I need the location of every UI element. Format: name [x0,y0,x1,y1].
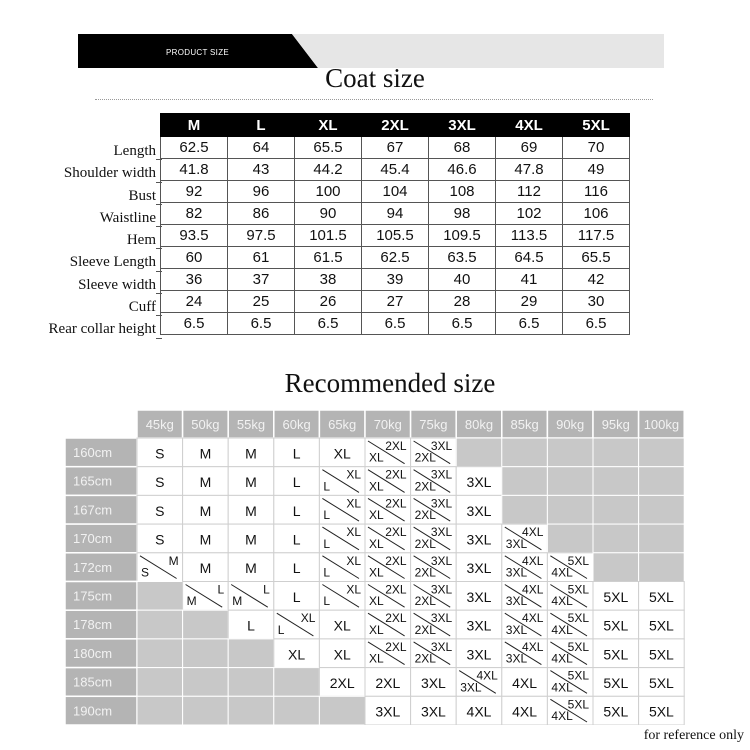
measurement-cell: 44.2 [295,159,362,181]
size-label: M [245,445,257,462]
size-label-upper: L [217,582,225,597]
measurement-cell: 116 [563,181,630,203]
height-header: 175cm [73,588,113,604]
empty-cell [547,524,593,553]
size-header: 3XL [429,114,496,137]
size-label-lower: 3XL [505,622,528,637]
size-label: M [199,445,212,462]
size-label: XL [333,445,351,462]
size-label-lower: 4XL [551,709,573,723]
empty-cell [137,668,183,697]
empty-cell [228,639,274,668]
size-label: 3XL [375,703,401,720]
measurement-cell: 61.5 [295,247,362,269]
empty-cell [593,553,639,582]
size-label-lower: XL [369,622,384,637]
measurement-cell: 67 [362,137,429,159]
measurement-cell: 65.5 [295,137,362,159]
size-label: 3XL [466,617,492,634]
measurement-cell: 6.5 [496,313,563,335]
size-label-upper: XL [346,582,361,597]
size-label-upper: 4XL [476,668,498,683]
size-label: 3XL [420,703,446,720]
measurement-cell: 68 [429,137,496,159]
size-label-upper: 3XL [430,639,453,654]
measurement-cell: 6.5 [295,313,362,335]
coat-size-table [160,113,630,335]
measurement-cell: 109.5 [429,225,496,247]
empty-cell [137,582,183,611]
size-label: XL [288,646,306,663]
size-label-lower: XL [369,651,384,666]
measurement-cell: 6.5 [429,313,496,335]
size-label-lower: S [141,565,150,580]
size-header: M [161,114,228,137]
measurement-cell: 62.5 [161,137,228,159]
measurement-label: Length [49,140,156,162]
empty-cell [547,467,593,496]
size-label-lower: 2XL [414,565,436,580]
measurement-cell: 46.6 [429,159,496,181]
empty-cell [639,467,685,496]
measurement-cell: 113.5 [496,225,563,247]
size-header: L [228,114,295,137]
size-label-upper: 5XL [567,582,589,597]
height-header: 180cm [73,645,113,661]
measurement-cell: 49 [563,159,630,181]
measurement-label: Cuff [49,296,156,318]
empty-cell [228,696,274,725]
size-label-lower: M [232,594,243,609]
size-label-upper: 4XL [522,553,544,568]
weight-header: 60kg [282,417,311,432]
size-label-lower: XL [369,450,384,465]
weight-header: 45kg [145,417,174,432]
coat-size-row [161,181,630,203]
empty-cell [502,495,548,524]
measurement-cell: 96 [228,181,295,203]
empty-cell [639,495,685,524]
empty-cell [183,639,229,668]
size-label: 5XL [603,674,629,691]
measurement-cell: 45.4 [362,159,429,181]
height-header: 167cm [73,502,113,518]
height-header: 185cm [73,674,113,690]
measurement-cell: 104 [362,181,429,203]
size-label-upper: XL [346,553,361,568]
measurement-cell: 43 [228,159,295,181]
size-label-lower: 4XL [551,651,573,666]
size-label-lower: 4XL [551,594,573,609]
size-label-upper: 2XL [385,639,407,654]
size-label-upper: 4XL [522,639,544,654]
size-label-lower: 2XL [414,450,436,465]
measurement-cell: 90 [295,203,362,225]
weight-header: 70kg [373,417,402,432]
coat-size-row [161,247,630,269]
empty-cell [274,668,320,697]
size-label-upper: 2XL [385,553,407,568]
measurement-cell: 60 [161,247,228,269]
coat-size-header-row [161,114,630,137]
measurement-cell: 30 [563,291,630,313]
measurement-cell: 6.5 [161,313,228,335]
size-label-upper: 2XL [385,467,407,482]
size-label-lower: 4XL [551,622,573,637]
size-label: 5XL [603,588,629,605]
height-header: 170cm [73,531,113,547]
size-label: 3XL [466,502,492,519]
empty-cell [639,524,685,553]
measurement-cell: 27 [362,291,429,313]
measurement-cell: 28 [429,291,496,313]
weight-header: 55kg [236,417,266,432]
empty-cell [456,438,502,467]
size-label: 5XL [648,646,674,663]
size-label: M [199,531,212,548]
coat-size-row [161,313,630,335]
measurement-cell: 6.5 [362,313,429,335]
empty-cell [137,610,183,639]
size-label-lower: 3XL [505,536,528,551]
measurement-cell: 63.5 [429,247,496,269]
size-header: 2XL [362,114,429,137]
recommended-size-title: Recommended size [284,368,496,398]
measurement-cell: 106 [563,203,630,225]
measurement-cell: 41 [496,269,563,291]
measurement-label: Bust [49,185,156,207]
measurement-cell: 97.5 [228,225,295,247]
banner-label: PRODUCT SIZE [166,48,230,57]
size-label: 2XL [375,674,401,691]
size-label: 3XL [466,531,492,548]
coat-size-row [161,225,630,247]
empty-cell [137,639,183,668]
measurement-cell: 94 [362,203,429,225]
size-label: L [292,502,301,519]
size-label-lower: L [323,479,331,494]
size-label-lower: 3XL [505,594,528,609]
size-label-upper: 2XL [385,496,407,511]
height-header: 178cm [73,617,113,633]
size-label-lower: 4XL [551,680,573,695]
size-label-upper: M [168,553,179,568]
size-label-upper: 5XL [567,668,589,683]
size-label-lower: XL [369,508,384,523]
empty-cell [593,467,639,496]
empty-cell [593,524,639,553]
size-label: 4XL [466,703,492,720]
measurement-cell: 86 [228,203,295,225]
empty-cell [183,610,229,639]
size-label: 5XL [603,617,629,634]
size-label: 3XL [466,474,492,491]
size-label: L [292,560,301,577]
size-label-lower: 4XL [551,565,573,580]
size-label-upper: L [263,582,270,597]
measurement-cell: 101.5 [295,225,362,247]
size-label-lower: XL [369,536,384,551]
size-header: XL [295,114,362,137]
measurement-cell: 29 [496,291,563,313]
empty-cell [502,467,548,496]
empty-cell [593,495,639,524]
measurement-cell: 42 [563,269,630,291]
size-label-upper: 4XL [522,582,544,597]
size-label-lower: 3XL [505,565,528,580]
size-label-upper: XL [346,467,361,482]
size-label-upper: XL [346,525,361,540]
empty-cell [274,696,320,725]
size-label: S [155,531,165,548]
size-label-lower: 2XL [414,508,436,523]
weight-header: 85kg [510,417,539,432]
measurement-cell: 61 [228,247,295,269]
measurement-cell: 70 [563,137,630,159]
measurement-cell: 40 [429,269,496,291]
size-label: L [292,474,301,491]
size-label-lower: L [323,508,331,523]
weight-header: 90kg [556,417,585,432]
measurement-cell: 62.5 [362,247,429,269]
size-label: S [155,502,165,519]
weight-header: 80kg [464,417,494,432]
size-label-upper: 2XL [385,582,407,597]
empty-cell [593,438,639,467]
size-label: L [292,588,301,605]
size-label-lower: 3XL [460,680,482,695]
size-label: 5XL [603,646,629,663]
measurement-cell: 112 [496,181,563,203]
measurement-cell: 108 [429,181,496,203]
size-label-upper: XL [300,611,316,626]
size-label: 5XL [603,703,629,720]
coat-size-row [161,291,630,313]
size-label-upper: 5XL [567,553,589,568]
empty-cell [228,668,274,697]
size-label-upper: 5XL [567,697,589,712]
empty-cell [547,495,593,524]
measurement-cell: 47.8 [496,159,563,181]
coat-size-row [161,203,630,225]
measurement-label: Rear collar height [49,318,156,340]
weight-header: 50kg [191,417,220,432]
measurement-cell: 98 [429,203,496,225]
measurement-cell: 36 [161,269,228,291]
measurement-cell: 102 [496,203,563,225]
size-label-lower: L [323,594,331,609]
size-label: L [292,531,301,548]
size-label: M [245,502,257,519]
measurement-cell: 6.5 [228,313,295,335]
measurement-label: Sleeve Length [49,251,156,273]
size-label-upper: 3XL [430,582,453,597]
size-label: M [199,502,212,519]
size-label-lower: 2XL [414,622,436,637]
measurement-cell: 69 [496,137,563,159]
measurement-cell: 26 [295,291,362,313]
size-label-upper: 5XL [567,611,589,626]
measurement-cell: 38 [295,269,362,291]
measurement-cell: 105.5 [362,225,429,247]
size-label: 3XL [466,588,492,605]
size-label: S [155,474,165,491]
weight-header: 75kg [419,417,448,432]
coat-size-row [161,137,630,159]
size-label-upper: 3XL [430,611,453,626]
size-label: L [247,617,255,634]
measurement-cell: 117.5 [563,225,630,247]
empty-cell [137,696,183,725]
size-label-lower: XL [369,565,384,580]
weight-header: 95kg [601,417,630,432]
size-label-upper: XL [346,496,361,511]
height-header: 172cm [73,559,113,575]
size-label-upper: 5XL [567,639,589,654]
size-label-upper: 3XL [430,439,453,453]
size-label-lower: XL [369,594,384,609]
size-label-upper: 2XL [385,611,407,626]
size-label-lower: XL [369,479,384,494]
size-label-lower: 2XL [414,536,436,551]
measurement-label: Waistline [49,207,156,229]
size-label-lower: 2XL [414,479,436,494]
measurement-cell: 41.8 [161,159,228,181]
size-label-lower: L [277,622,285,637]
size-label: 5XL [648,617,674,634]
weight-header: 65kg [328,417,357,432]
divider [95,99,653,100]
measurement-cell: 6.5 [563,313,630,335]
size-label: M [199,560,212,577]
size-label: L [292,445,301,462]
size-label-lower: 2XL [414,651,436,666]
size-label-upper: 2XL [385,439,407,453]
coat-size-row [161,159,630,181]
size-label-upper: 4XL [522,525,544,540]
measurement-cell: 25 [228,291,295,313]
size-label: 5XL [648,703,674,720]
corner-cell [65,410,137,438]
measurement-cell: 64 [228,137,295,159]
measurement-cell: 92 [161,181,228,203]
size-label: S [155,445,165,462]
size-label-lower: 3XL [505,651,528,666]
size-label: XL [333,617,351,634]
recommended-size-grid [65,410,685,725]
size-label: 3XL [420,674,446,691]
size-label: 3XL [466,560,492,577]
empty-cell [639,438,685,467]
measurement-cell: 93.5 [161,225,228,247]
empty-cell [183,668,229,697]
size-label-lower: L [323,565,331,580]
measurement-cell: 65.5 [563,247,630,269]
size-label: M [199,474,212,491]
measurement-cell: 100 [295,181,362,203]
measurement-label: Sleeve width [49,274,156,296]
size-label: M [245,560,257,577]
measurement-cell: 24 [161,291,228,313]
empty-cell [639,553,685,582]
size-label: M [245,474,257,491]
size-label: 2XL [329,674,355,691]
size-label-upper: 4XL [522,611,544,626]
empty-cell [319,696,365,725]
size-label-upper: 3XL [430,525,453,540]
size-label: 4XL [512,674,538,691]
size-header: 5XL [563,114,630,137]
size-label: 5XL [648,588,674,605]
size-label: 5XL [648,674,674,691]
size-header: 4XL [496,114,563,137]
size-label-lower: 2XL [414,594,436,609]
empty-cell [183,696,229,725]
measurement-cell: 82 [161,203,228,225]
measurement-label: Shoulder width [49,162,156,184]
height-header: 190cm [73,703,113,719]
measurement-cell: 37 [228,269,295,291]
size-label-upper: 2XL [385,525,407,540]
size-label: XL [333,646,351,663]
coat-row-labels [49,140,156,341]
height-header: 160cm [73,445,113,460]
measurement-label: Hem [49,229,156,251]
size-label: 4XL [512,703,538,720]
size-label-upper: 3XL [430,496,453,511]
reference-note: for reference only [643,728,744,743]
size-label-lower: L [323,536,331,551]
measurement-cell: 64.5 [496,247,563,269]
size-label-upper: 3XL [430,467,453,482]
weight-header: 100kg [643,417,680,432]
coat-size-row [161,269,630,291]
size-label: M [245,531,257,548]
size-label-lower: M [186,594,197,609]
size-label: 3XL [466,646,492,663]
empty-cell [547,438,593,467]
measurement-cell: 39 [362,269,429,291]
empty-cell [502,438,548,467]
height-header: 165cm [73,473,113,489]
coat-size-title: Coat size [325,63,425,93]
size-label-upper: 3XL [430,553,453,568]
